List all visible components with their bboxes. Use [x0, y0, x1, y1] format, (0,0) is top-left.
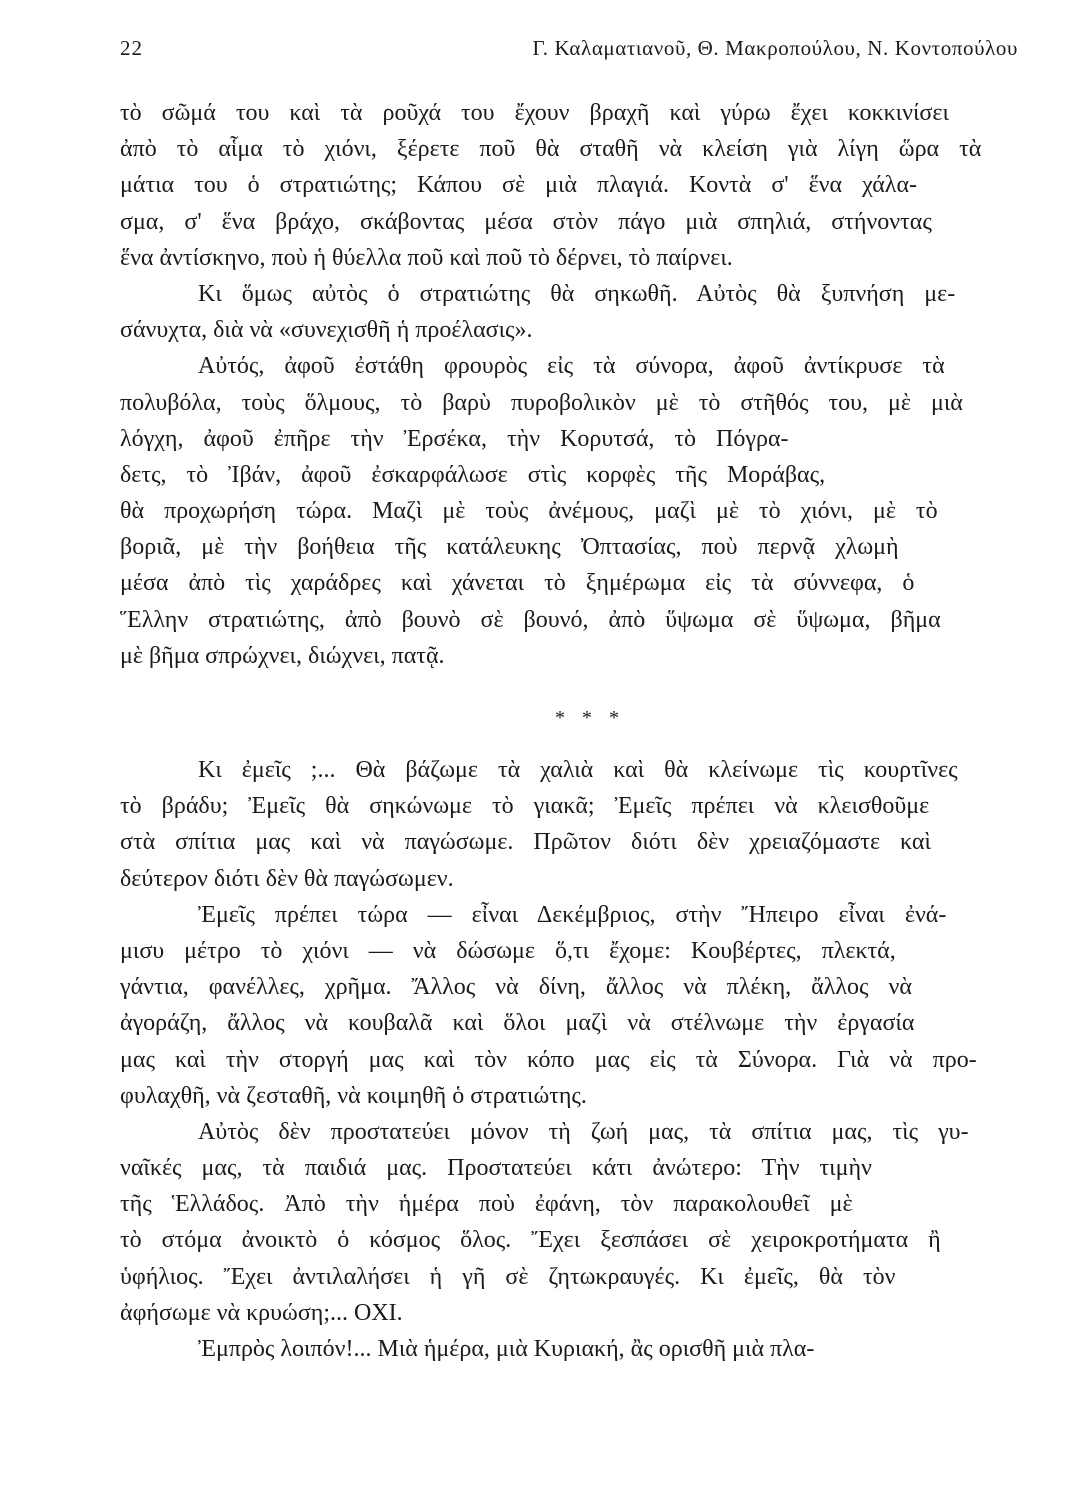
running-head-authors: Γ. Καλαματιανοῦ, Θ. Μακροπούλου, Ν. Κοντοπούλου: [532, 36, 1018, 60]
text-line: τὸ βράδυ; Ἐμεῖς θὰ σηκώνωμε τὸ γιακᾶ; Ἐμεῖς πρέπει νὰ κλεισθοῦμε: [120, 793, 930, 820]
text-line: βοριᾶ, μὲ τὴν βοήθεια τῆς κατάλευκης Ὀπτασίας, ποὺ περνᾷ χλωμὴ: [120, 534, 899, 561]
text-line: Ἕλλην στρατιώτης, ἀπὸ βουνὸ σὲ βουνό, ἀπὸ ὕψωμα σὲ ὕψωμα, βῆμα: [120, 606, 941, 633]
text-line: δετς, τὸ Ἰβάν, ἀφοῦ ἐσκαρφάλωσε στὶς κορφὲς τῆς Μοράβας,: [120, 461, 826, 488]
text-line: σάνυχτα, διὰ νὰ «συνεχισθῆ ἡ προέλασις».: [120, 317, 533, 344]
text-line: Ἐμπρὸς λοιπόν!... Μιὰ ἡμέρα, μιὰ Κυριακή, ἂς ορισθῆ μιὰ πλα-: [198, 1336, 815, 1362]
section-divider: * * *: [555, 707, 625, 729]
page-header: [120, 28, 1018, 68]
text-line: μισυ μέτρο τὸ χιόνι — νὰ δώσωμε ὅ,τι ἔχομε: Κουβέρτες, πλεκτά,: [120, 937, 896, 964]
page-number: 22: [120, 36, 143, 60]
text-line: ἕνα ἀντίσκηνο, ποὺ ἡ θύελλα ποῦ καὶ ποῦ τὸ δέρνει, τὸ παίρνει.: [120, 244, 733, 271]
text-line: πολυβόλα, τοὺς ὅλμους, τὸ βαρὺ πυροβολικὸν μὲ τὸ στῆθός του, μὲ μιὰ: [120, 389, 963, 416]
text-line: Αὐτὸς δὲν προστατεύει μόνον τὴ ζωή μας, τὰ σπίτια μας, τὶς γυ-: [198, 1118, 969, 1145]
text-line: ἀφήσωμε νὰ κρυώση;... ΟΧΙ.: [120, 1299, 403, 1326]
text-line: δεύτερον διότι δὲν θὰ παγώσωμεν.: [120, 865, 454, 892]
text-line: στὰ σπίτια μας καὶ νὰ παγώσωμε. Πρῶτον διότι δὲν χρειαζόμαστε καὶ: [120, 829, 931, 856]
text-line: μάτια του ὁ στρατιώτης; Κάπου σὲ μιὰ πλαγιά. Κοντὰ σ' ἕνα χάλα-: [120, 172, 918, 199]
text-line: τὸ στόμα ἀνοικτὸ ὁ κόσμος ὅλος. Ἔχει ξεσπάσει σὲ χειροκροτήματα ἢ: [120, 1227, 941, 1254]
section-appeal: [120, 752, 1020, 1367]
text-line: ναῖκές μας, τὰ παιδιά μας. Προστατεύει κάτι ἀνώτερο: Τὴν τιμὴν: [120, 1155, 872, 1182]
text-line: μέσα ἀπὸ τὶς χαράδρες καὶ χάνεται τὸ ξημέρωμα εἰς τὰ σύννεφα, ὁ: [120, 570, 915, 597]
text-line: ἀγοράζη, ἄλλος νὰ κουβαλᾶ καὶ ὅλοι μαζὶ νὰ στέλνωμε τὴν ἐργασία: [120, 1010, 915, 1037]
text-line: λόγχη, ἀφοῦ ἐπῆρε τὴν Ἐρσέκα, τὴν Κορυτσά, τὸ Πόγρα-: [120, 425, 789, 452]
text-line: Κι ὅμως αὐτὸς ὁ στρατιώτης θὰ σηκωθῆ. Αὐτὸς θὰ ξυπνήση με-: [198, 280, 956, 307]
text-line: τὸ σῶμά του καὶ τὰ ροῦχά του ἔχουν βραχῆ καὶ γύρω ἔχει κοκκινίσει: [120, 100, 949, 126]
text-line: ὑφήλιος. Ἔχει ἀντιλαλήσει ἡ γῆ σὲ ζητωκραυγές. Κι ἐμεῖς, θὰ τὸν: [120, 1263, 896, 1290]
text-line: γάντια, φανέλλες, χρῆμα. Ἄλλος νὰ δίνη, ἄλλος νὰ πλέκη, ἄλλος νὰ: [120, 974, 912, 1001]
text-line: σμα, σ' ἕνα βράχο, σκάβοντας μέσα στὸν πάγο μιὰ σπηλιά, στήνοντας: [120, 208, 932, 235]
text-line: ἀπὸ τὸ αἷμα τὸ χιόνι, ξέρετε ποῦ θὰ σταθῆ νὰ κλείση γιὰ λίγη ὥρα τὰ: [120, 136, 982, 163]
section-soldier: [120, 95, 1020, 674]
text-line: θὰ προχωρήση τώρα. Μαζὶ μὲ τοὺς ἀνέμους, μαζὶ μὲ τὸ χιόνι, μὲ τὸ: [120, 498, 938, 525]
body-text: [120, 95, 1020, 1367]
text-line: Κι ἐμεῖς ;... Θὰ βάζωμε τὰ χαλιὰ καὶ θὰ κλείνωμε τὶς κουρτῖνες: [198, 757, 958, 783]
text-line: μὲ βῆμα σπρώχνει, διώχνει, πατᾷ.: [120, 642, 445, 669]
text-line: μας καὶ τὴν στοργή μας καὶ τὸν κόπο μας εἰς τὰ Σύνορα. Γιὰ νὰ προ-: [120, 1046, 977, 1073]
text-line: Ἐμεῖς πρέπει τώρα — εἶναι Δεκέμβριος, στὴν Ἤπειρο εἶναι ἐνά-: [198, 901, 947, 928]
text-line: φυλαχθῆ, νὰ ζεσταθῆ, νὰ κοιμηθῆ ὁ στρατιώτης.: [120, 1082, 587, 1109]
text-line: Αὐτός, ἀφοῦ ἐστάθη φρουρὸς εἰς τὰ σύνορα, ἀφοῦ ἀντίκρυσε τὰ: [198, 353, 945, 380]
text-line: τῆς Ἑλλάδος. Ἀπὸ τὴν ἡμέρα ποὺ ἐφάνη, τὸν παρακολουθεῖ μὲ: [120, 1191, 853, 1218]
